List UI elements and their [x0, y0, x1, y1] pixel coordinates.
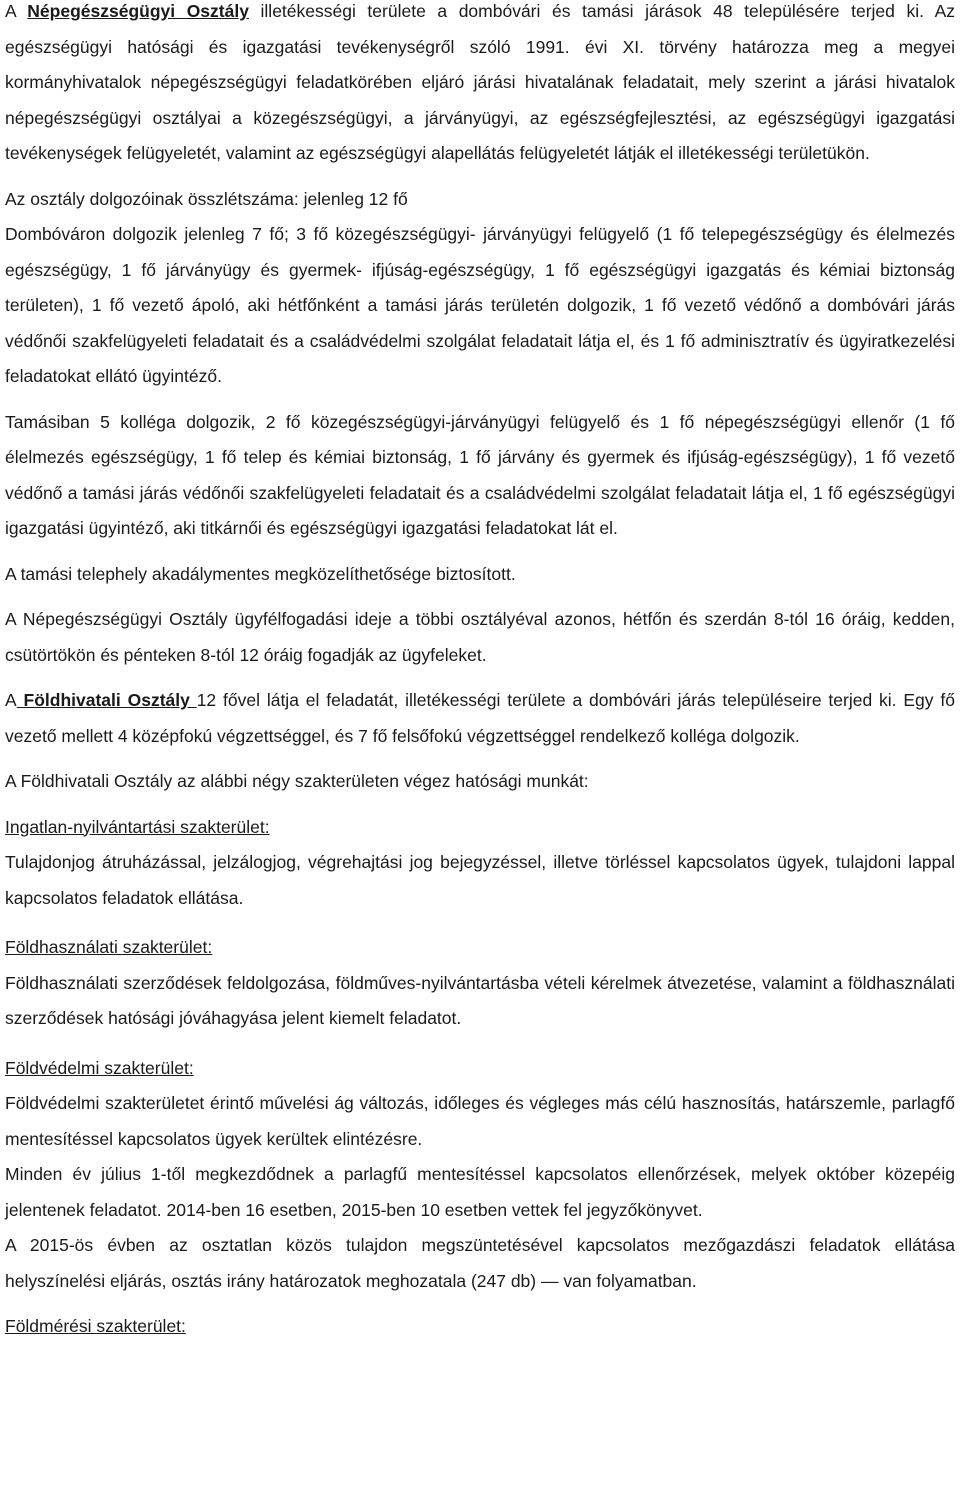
paragraph-prefix: A	[5, 1, 28, 21]
heading-foldvedelmi: Földvédelmi szakterület:	[5, 1057, 194, 1078]
paragraph-nepegeszsegugyi-intro	[5, 0, 955, 172]
heading-ingatlan: Ingatlan-nyilvántartási szakterület:	[5, 816, 270, 837]
nepegeszsegugyi-osztaly-title: Népegészségügyi Osztály	[27, 1, 249, 21]
paragraph-ingatlan: Tulajdonjog átruházással, jelzálogjog, végrehajtási jog bejegyzéssel, illetve törléssel kapcsolatos ügyek, tulajdoni lappal kapcsolatos feladatok ellátása.	[5, 852, 955, 908]
paragraph-office-hours: A Népegészségügyi Osztály ügyfélfogadási ideje a többi osztályéval azonos, hétfőn és szerdán 8-tól 16 óráig, kedden, csütörtökön és pénteken 8-tól 12 óráig fogadják az ügyfeleket.	[5, 609, 955, 665]
paragraph-foldvedelmi-1: Földvédelmi szakterületet érintő művelési ág változás, időleges és végleges más célú hasznosítás, határszemle, parlagfő mentesítéssel kapcsolatos ügyek kerültek elintézésre.	[5, 1093, 955, 1149]
paragraph-foldvedelmi-2: Minden év július 1-től megkezdődnek a parlagfű mentesítéssel kapcsolatos ellenőrzések, melyek október közepéig jelentenek feladatot. 2014-ben 16 esetben, 2015-ben 10 esetben vettek fel jegyzőkönyvet.	[5, 1164, 955, 1220]
paragraph-foldhivatali-intro	[5, 683, 955, 754]
heading-foldhasznalati: Földhasználati szakterület:	[5, 937, 213, 957]
paragraph-accessibility: A tamási telephely akadálymentes megközelíthetősége biztosított.	[5, 563, 516, 584]
paragraph-four-areas: A Földhivatali Osztály az alábbi négy szakterületen végez hatósági munkát:	[5, 771, 589, 791]
paragraph-foldhasznalati: Földhasználati szerződések feldolgozása, földműves-nyilvántartásba vételi kérelmek átvezetése, valamint a földhasználati szerződések hatósági jóváhagyása jelent kiemelt feladatot.	[5, 972, 955, 1028]
paragraph-foldvedelmi-3: A 2015-ös évben az osztatlan közös tulajdon megszüntetésével kapcsolatos mezőgazdászi feladatok ellátása helyszínelési eljárás, osztás irány határozatok meghozatala (247 db) — van folyamatban.	[5, 1235, 955, 1291]
paragraph-text: illetékességi területe a dombóvári és tamási járások 48 településére terjed ki. Az egészségügyi hatósági és igazgatási tevékenységről szóló 1991. évi XI. törvény határozza meg a megyei kormányhivatalok népegészségügyi feladatkörében eljáró járási hivatalának feladatait, mely szerint a járási hivatalok népegészségügyi osztályai a közegészségügyi, a járványügyi, az egészségfejlesztési, az egészségügyi igazgatási tevékenységek felügyeletét, valamint az egészségügyi alapellátás felügyeletét látják el illetékességi területükön.	[5, 1, 955, 163]
paragraph-prefix: A	[5, 690, 17, 710]
paragraph-tamasi-staff: Tamásiban 5 kolléga dolgozik, 2 fő közegészségügyi-járványügyi felügyelő és 1 fő népegészségügyi ellenőr (1 fő élelmezés egészségügy, 1 fő telep és kémiai biztonság, 1 fő járvány és gyermek és ifjúság-egészségügy), 1 fő vezető védőnő a tamási járás védőnői szakfelügyeleti feladatait és a családvédelmi szolgálat feladatait látja el, 1 fő egészségügyi igazgatási ügyintéző, aki titkárnői és egészségügyi igazgatási feladatokat lát el.	[5, 411, 955, 538]
paragraph-text: 12 fővel látja el feladatát, illetékességi területe a dombóvári járás településeire terjed ki. Egy fő vezető mellett 4 középfokú végzettséggel, és 7 fő felsőfokú végzettséggel rendelkező kolléga dolgozik.	[5, 690, 955, 746]
paragraph-staff-total: Az osztály dolgozóinak összlétszáma: jelenleg 12 fő	[5, 188, 408, 209]
heading-foldmeresi: Földmérési szakterület:	[5, 1316, 186, 1336]
foldhivatali-osztaly-title: Földhivatali Osztály	[16, 690, 197, 710]
paragraph-dombovar-staff: Dombóváron dolgozik jelenleg 7 fő; 3 fő közegészségügyi- járványügyi felügyelő (1 fő telepegészségügy és élelmezés egészségügy, 1 fő járványügy és gyermek- ifjúság-egészségügy, 1 fő egészségügyi igazgatás és kémiai biztonság területen), 1 fő vezető ápoló, aki hétfőnként a tamási járás területén dolgozik, 1 fő vezető védőnő a dombóvári járás védőnői szakfelügyeleti feladatait és a családvédelmi szolgálat feladatait látja el, és 1 fő adminisztratív és ügyiratkezelési feladatokat ellátó ügyintéző.	[5, 224, 955, 386]
